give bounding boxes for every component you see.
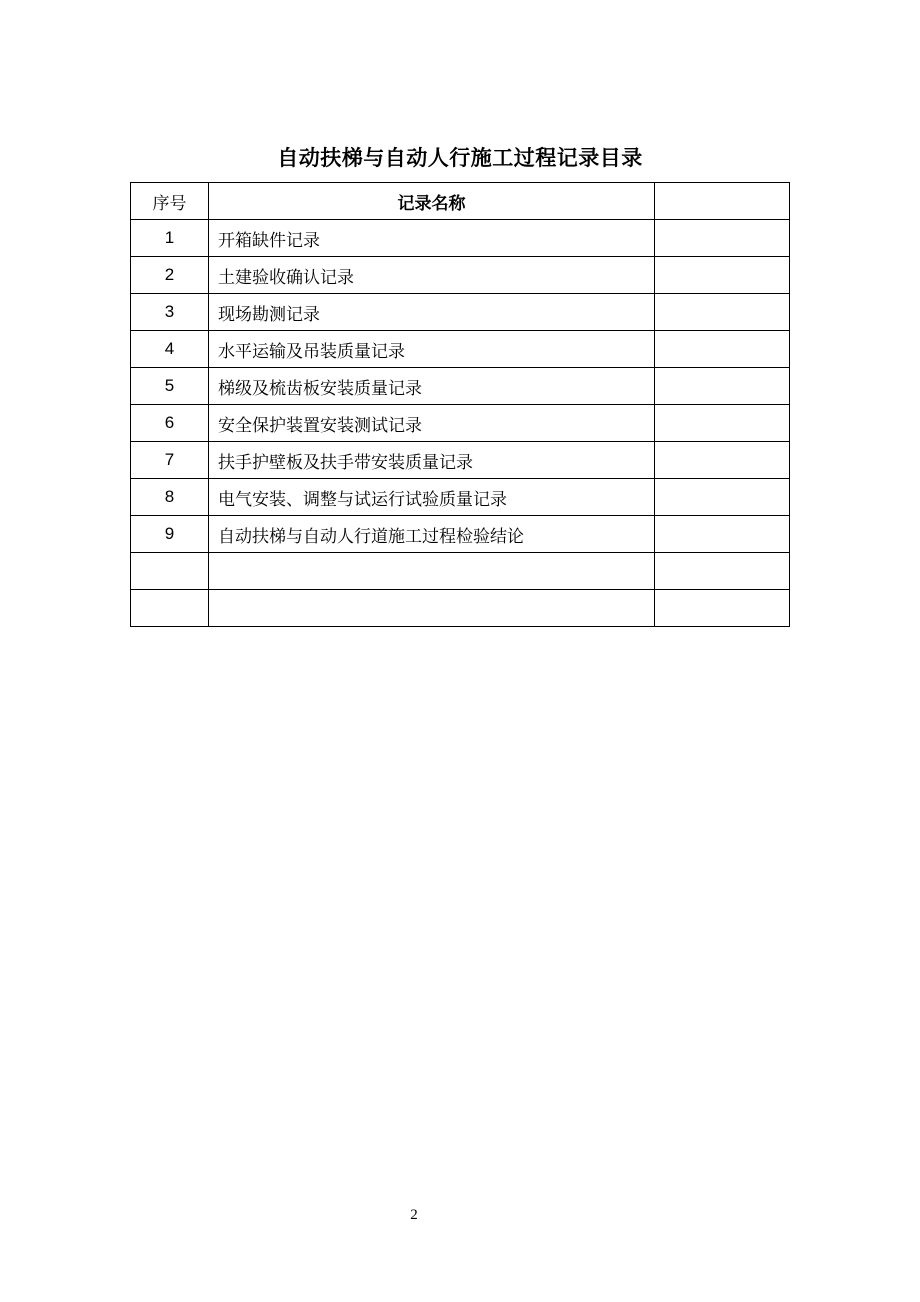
row-name: 电气安装、调整与试运行试验质量记录 (209, 479, 655, 516)
row-name: 安全保护装置安装测试记录 (209, 405, 655, 442)
page-title: 自动扶梯与自动人行施工过程记录目录 (277, 146, 643, 170)
records-table (130, 182, 790, 627)
row-name: 开箱缺件记录 (209, 220, 655, 257)
row-number: 9 (131, 516, 209, 553)
row-extra (655, 442, 790, 479)
row-number: 5 (131, 368, 209, 405)
row-number: 4 (131, 331, 209, 368)
table-row (131, 516, 790, 553)
table-row (131, 331, 790, 368)
table-row (131, 294, 790, 331)
row-name: 梯级及梳齿板安装质量记录 (209, 368, 655, 405)
table-row (131, 368, 790, 405)
row-extra (655, 590, 790, 627)
row-extra (655, 220, 790, 257)
table-row-empty (131, 553, 790, 590)
row-extra (655, 294, 790, 331)
row-extra (655, 553, 790, 590)
table-row (131, 479, 790, 516)
row-number: 8 (131, 479, 209, 516)
row-number: 6 (131, 405, 209, 442)
row-extra (655, 331, 790, 368)
row-number: 2 (131, 257, 209, 294)
row-extra (655, 257, 790, 294)
table-row-empty (131, 590, 790, 627)
row-number (131, 553, 209, 590)
row-extra (655, 368, 790, 405)
page-number: 2 (410, 1207, 418, 1223)
table-header-row (131, 183, 790, 220)
row-name (209, 553, 655, 590)
row-number: 7 (131, 442, 209, 479)
header-number: 序号 (131, 183, 209, 220)
row-extra (655, 479, 790, 516)
row-number: 1 (131, 220, 209, 257)
row-number: 3 (131, 294, 209, 331)
table-row (131, 405, 790, 442)
row-extra (655, 405, 790, 442)
row-name: 水平运输及吊装质量记录 (209, 331, 655, 368)
header-extra (655, 183, 790, 220)
row-name (209, 590, 655, 627)
table-row (131, 220, 790, 257)
table-row (131, 257, 790, 294)
row-number (131, 590, 209, 627)
row-extra (655, 516, 790, 553)
row-name: 扶手护壁板及扶手带安装质量记录 (209, 442, 655, 479)
table-row (131, 442, 790, 479)
header-name: 记录名称 (209, 183, 655, 220)
row-name: 自动扶梯与自动人行道施工过程检验结论 (209, 516, 655, 553)
row-name: 土建验收确认记录 (209, 257, 655, 294)
row-name: 现场勘测记录 (209, 294, 655, 331)
